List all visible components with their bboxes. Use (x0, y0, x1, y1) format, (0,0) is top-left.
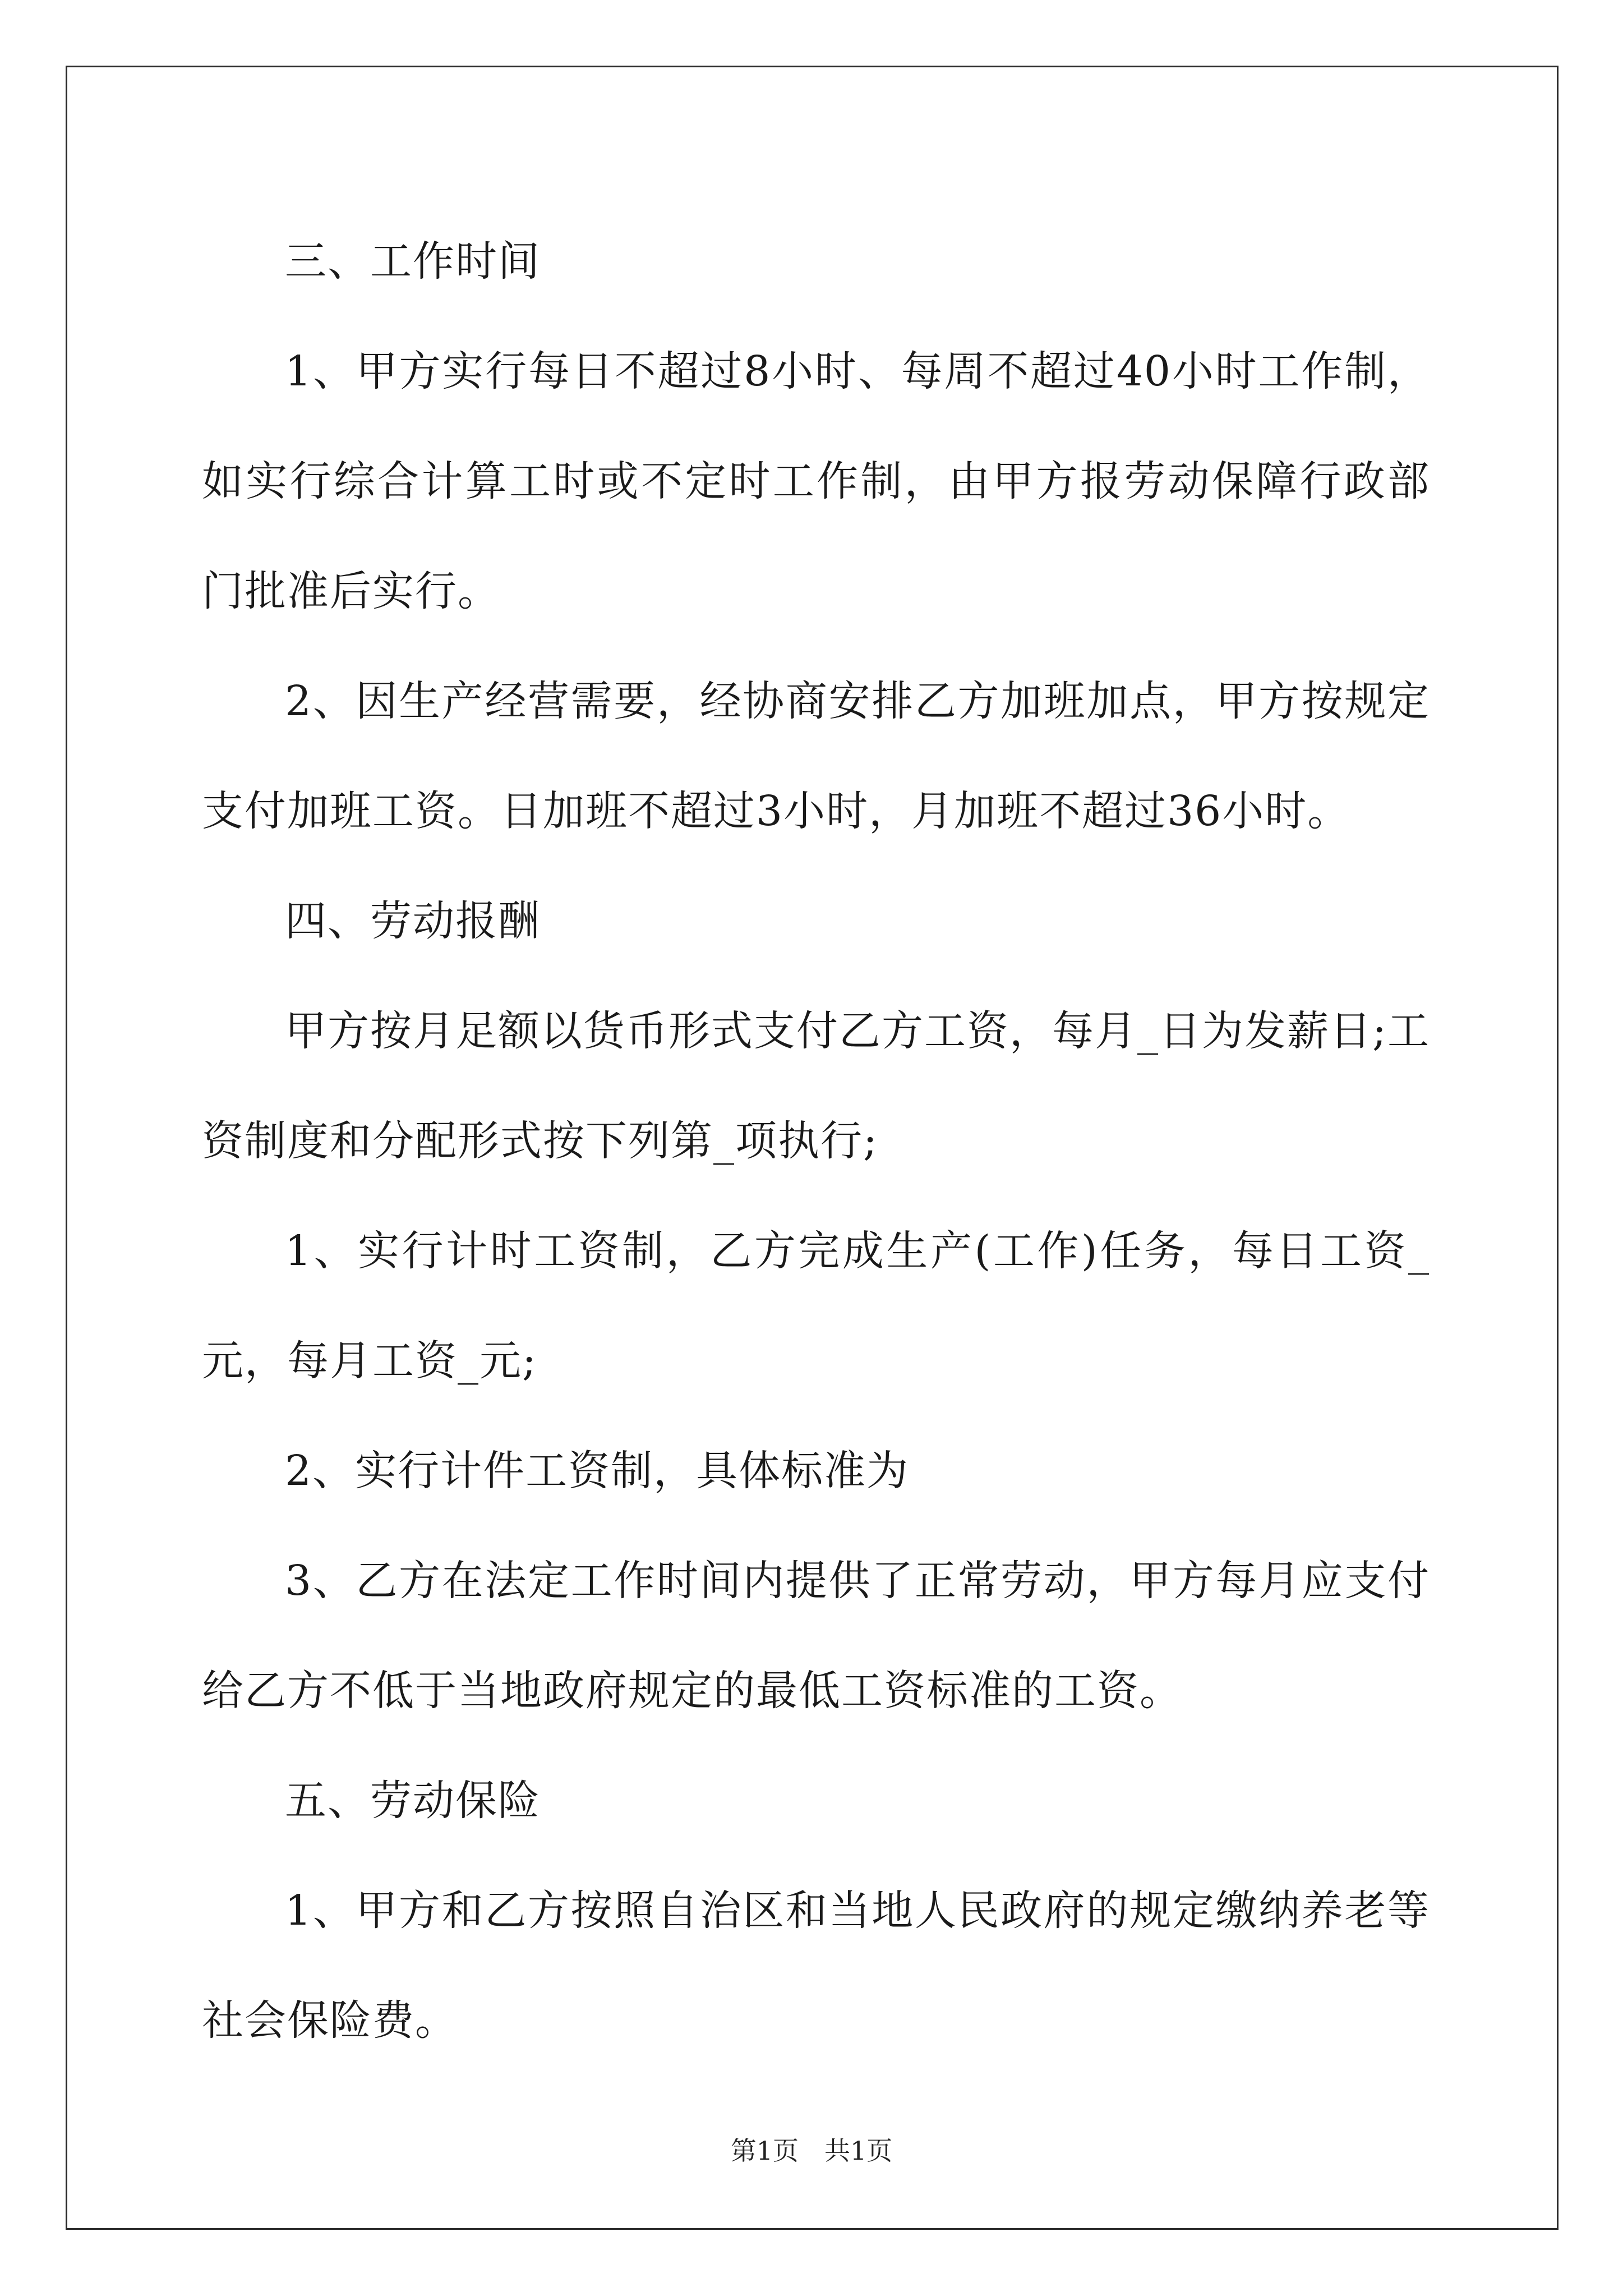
document-body (202, 206, 1430, 2076)
paragraph: 3、乙方在法定工作时间内提供了正常劳动，甲方每月应支付给乙方不低于当地政府规定的最低工资标准的工资。 (202, 1557, 1430, 1715)
section-heading-insurance: 五、劳动保险 (285, 1777, 541, 1825)
section-heading-remuneration: 四、劳动报酬 (285, 897, 541, 945)
paragraph: 1、甲方和乙方按照自治区和当地人民政府的规定缴纳养老等社会保险费。 (202, 1887, 1430, 2045)
paragraph: 2、实行计件工资制，具体标准为 (285, 1447, 910, 1495)
page-footer (0, 2131, 1623, 2168)
section-heading-work-hours: 三、工作时间 (285, 237, 541, 286)
paragraph: 2、因生产经营需要，经协商安排乙方加班加点，甲方按规定支付加班工资。日加班不超过3小时，月加班不超过36小时。 (202, 677, 1430, 835)
page-number: 第1页 (730, 2136, 799, 2166)
paragraph: 1、实行计时工资制，乙方完成生产(工作)任务，每日工资_元，每月工资_元; (202, 1227, 1430, 1385)
paragraph: 1、甲方实行每日不超过8小时、每周不超过40小时工作制，如实行综合计算工时或不定时工作制，由甲方报劳动保障行政部门批准后实行。 (202, 347, 1430, 615)
paragraph: 甲方按月足额以货币形式支付乙方工资，每月_日为发薪日;工资制度和分配形式按下列第_项执行; (202, 1007, 1430, 1165)
page-total: 共1页 (824, 2136, 893, 2166)
